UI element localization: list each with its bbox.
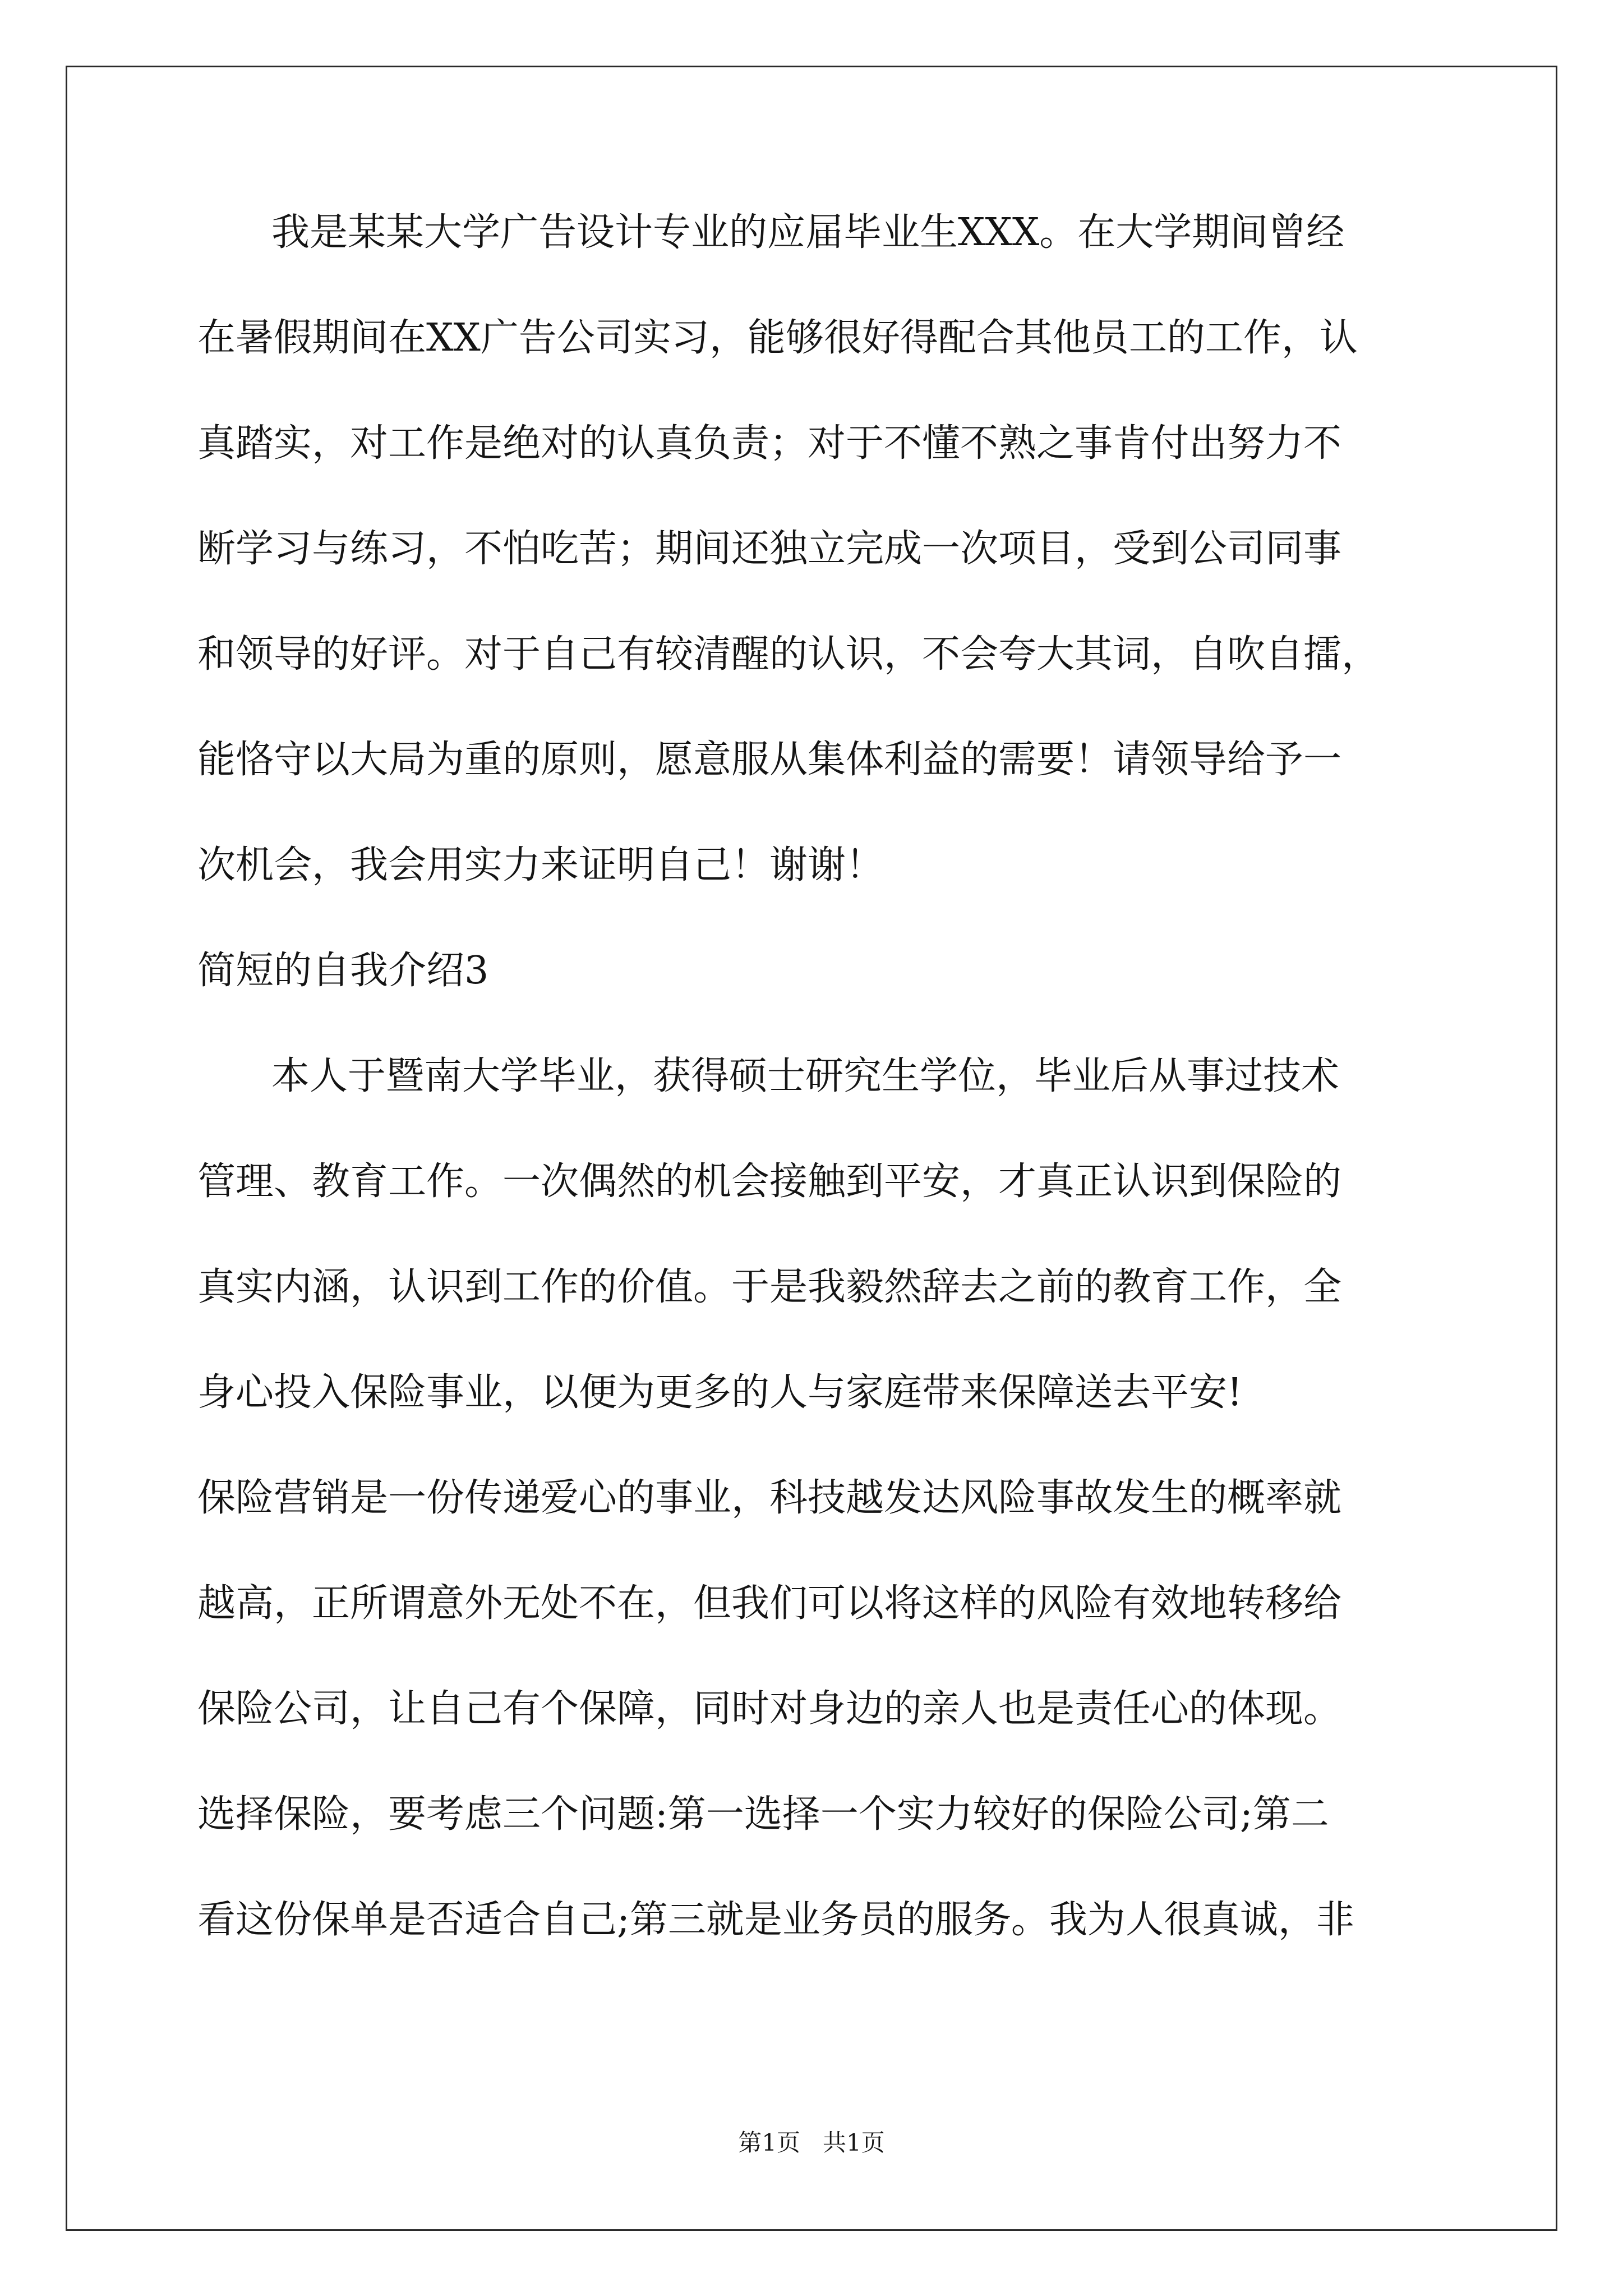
paragraph-line: 和领导的好评。对于自己有较清醒的认识，不会夸大其词，自吹自擂，: [197, 632, 1380, 677]
paragraph-line: 能恪守以大局为重的原则，愿意服从集体利益的需要！请领导给予一: [197, 738, 1342, 782]
section-heading: 简短的自我介绍3: [197, 949, 489, 993]
page-number-footer: 第1页 共1页: [738, 2129, 885, 2156]
paragraph-line: 断学习与练习，不怕吃苦；期间还独立完成一次项目，受到公司同事: [197, 527, 1342, 571]
paragraph-line: 真踏实，对工作是绝对的认真负责；对于不懂不熟之事肯付出努力不: [197, 421, 1342, 466]
paragraph-line: 我是某某大学广告设计专业的应届毕业生XXX。在大学期间曾经: [271, 210, 1345, 255]
paragraph-line: 身心投入保险事业，以便为更多的人与家庭带来保障送去平安!: [197, 1370, 1243, 1415]
paragraph-line: 在暑假期间在XX广告公司实习，能够很好得配合其他员工的工作，认: [197, 316, 1358, 360]
paragraph-line: 次机会，我会用实力来证明自己！谢谢！: [197, 843, 884, 887]
paragraph-line: 选择保险，要考虑三个问题:第一选择一个实力较好的保险公司;第二: [197, 1792, 1329, 1837]
paragraph-line: 本人于暨南大学毕业，获得硕士研究生学位，毕业后从事过技术: [271, 1054, 1340, 1098]
paragraph-line: 保险营销是一份传递爱心的事业，科技越发达风险事故发生的概率就: [197, 1476, 1342, 1520]
paragraph-line: 越高，正所谓意外无处不在，但我们可以将这样的风险有效地转移给: [197, 1581, 1342, 1626]
paragraph-line: 保险公司，让自己有个保障，同时对身边的亲人也是责任心的体现。: [197, 1687, 1342, 1731]
paragraph-line: 看这份保单是否适合自己;第三就是业务员的服务。我为人很真诚，非: [197, 1898, 1354, 1942]
paragraph-line: 管理、教育工作。一次偶然的机会接触到平安，才真正认识到保险的: [197, 1159, 1342, 1204]
paragraph-line: 真实内涵，认识到工作的价值。于是我毅然辞去之前的教育工作，全: [197, 1265, 1342, 1309]
